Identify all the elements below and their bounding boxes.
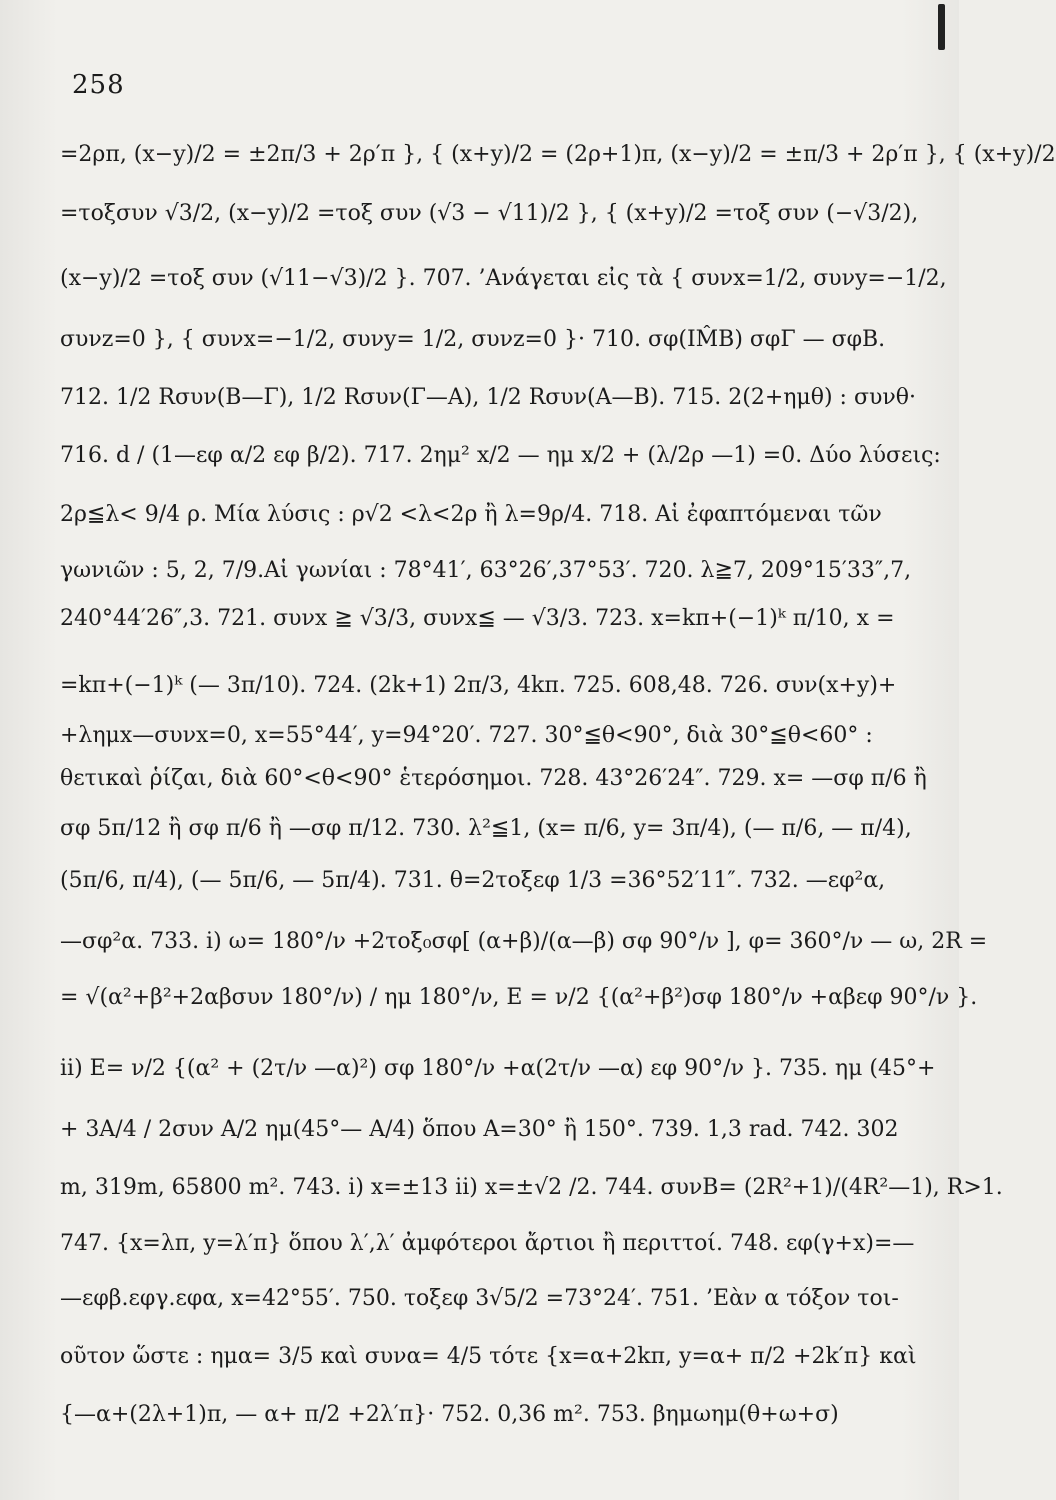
text-line: γωνιῶν : 5, 2, 7/9.Αἱ γωνίαι : 78°41′, 63°26′,37°53′. 720. λ≧7, 209°15′33″,7, [60, 558, 912, 583]
text-line: —σφ²α. 733. i) ω= 180°/ν +2τοξ₀σφ[ (α+β)/(α—β) σφ 90°/ν ], φ= 360°/ν — ω, 2R = [60, 929, 988, 954]
scan-edge-mark [938, 4, 945, 50]
text-line: 2ρ≦λ< 9/4 ρ. Μία λύσις : ρ√2 <λ<2ρ ἢ λ=9ρ/4. 718. Αἱ ἐφαπτόμεναι τῶν [60, 502, 882, 527]
text-line: οῦτον ὥστε : ημα= 3/5 καὶ συνα= 4/5 τότε {x=α+2kπ, y=α+ π/2 +2k′π} καὶ [60, 1344, 917, 1369]
text-line: +λημx—συνx=0, x=55°44′, y=94°20′. 727. 30°≦θ<90°, διὰ 30°≦θ<60° : [60, 723, 873, 748]
page-number: 258 [72, 70, 125, 100]
text-line: (5π/6, π/4), (— 5π/6, — 5π/4). 731. θ=2τοξεφ 1/3 =36°52′11″. 732. —εφ²α, [60, 868, 886, 893]
text-line: =kπ+(−1)ᵏ (— 3π/10). 724. (2k+1) 2π/3, 4kπ. 725. 608,48. 726. συν(x+y)+ [60, 673, 897, 698]
text-line: 747. {x=λπ, y=λ′π} ὅπου λ′,λ′ ἀμφότεροι ἄρτιοι ἢ περιττοί. 748. εφ(γ+x)=— [60, 1231, 915, 1256]
text-line: {—α+(2λ+1)π, — α+ π/2 +2λ′π}· 752. 0,36 m². 753. βημωημ(θ+ω+σ) [60, 1402, 839, 1427]
text-line: ii) E= ν/2 {(α² + (2τ/ν —α)²) σφ 180°/ν +α(2τ/ν —α) εφ 90°/ν }. 735. ημ (45°+ [60, 1056, 936, 1081]
text-line: =2ρπ, (x−y)/2 = ±2π/3 + 2ρ′π }, { (x+y)/2 = (2ρ+1)π, (x−y)/2 = ±π/3 + 2ρ′π }, { (x+y)/2 [60, 142, 1056, 167]
text-line: σφ 5π/12 ἢ σφ π/6 ἢ —σφ π/12. 730. λ²≦1, (x= π/6, y= 3π/4), (— π/6, — π/4), [60, 816, 912, 841]
text-line: (x−y)/2 =τοξ συν (√11−√3)/2 }. 707. ’Ανάγεται εἰς τὰ { συνx=1/2, συνy=−1/2, [60, 266, 947, 291]
text-line: 712. 1/2 Rσυν(B—Γ), 1/2 Rσυν(Γ—A), 1/2 Rσυν(A—B). 715. 2(2+ημθ) : συνθ· [60, 385, 916, 410]
text-line: 716. d / (1—εφ α/2 εφ β/2). 717. 2ημ² x/2 — ημ x/2 + (λ/2ρ —1) =0. Δύο λύσεις: [60, 443, 941, 468]
text-line: m, 319m, 65800 m². 743. i) x=±13 ii) x=±√2 /2. 744. συνB= (2R²+1)/(4R²—1), R>1. [60, 1175, 1003, 1200]
text-line: = √(α²+β²+2αβσυν 180°/ν) / ημ 180°/ν, E = ν/2 {(α²+β²)σφ 180°/ν +αβεφ 90°/ν }. [60, 985, 978, 1010]
text-line: + 3A/4 / 2συν A/2 ημ(45°— A/4) ὅπου A=30° ἢ 150°. 739. 1,3 rad. 742. 302 [60, 1117, 899, 1142]
text-line: θετικαὶ ῥίζαι, διὰ 60°<θ<90° ἑτερόσημοι. 728. 43°26′24″. 729. x= —σφ π/6 ἢ [60, 766, 927, 791]
text-line: συνz=0 }, { συνx=−1/2, συνy= 1/2, συνz=0 }· 710. σφ(IM̂B) σφΓ — σφB. [60, 327, 886, 352]
text-line: =τοξσυν √3/2, (x−y)/2 =τοξ συν (√3 − √11)/2 }, { (x+y)/2 =τοξ συν (−√3/2), [60, 201, 919, 226]
text-line: —εφβ.εφγ.εφα, x=42°55′. 750. τοξεφ 3√5/2 =73°24′. 751. ’Εὰν α τόξον τοι- [60, 1286, 899, 1311]
text-line: 240°44′26″,3. 721. συνx ≧ √3/3, συνx≦ — √3/3. 723. x=kπ+(−1)ᵏ π/10, x = [60, 606, 895, 631]
